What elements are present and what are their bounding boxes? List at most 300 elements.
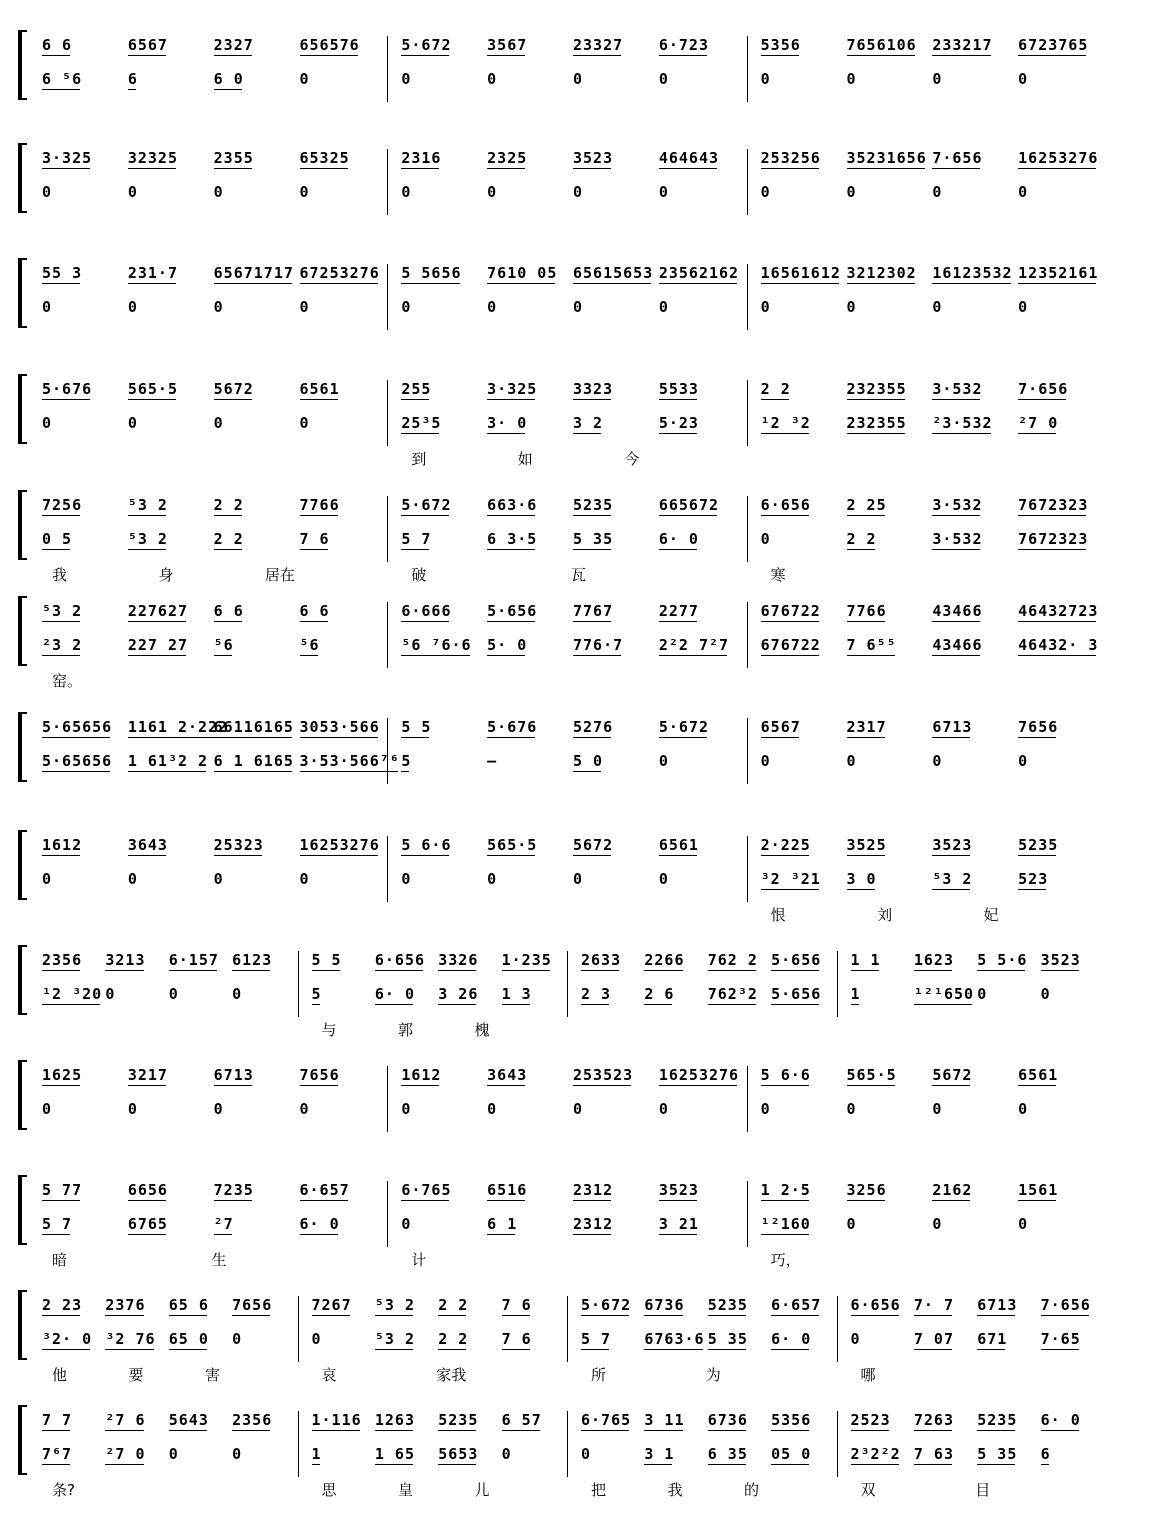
lower-voice-note-group: 6 <box>1040 1445 1051 1463</box>
upper-voice-note-group: 5·676 <box>42 380 93 398</box>
system-brace <box>18 258 27 328</box>
lower-voice-note-group: 6· 0 <box>771 1330 812 1348</box>
upper-voice-note-group: 35231656 <box>846 149 927 167</box>
score-system <box>18 490 1118 600</box>
system-brace <box>18 143 27 213</box>
lower-voice-note-group: ²3 2 <box>42 636 83 654</box>
lower-voice-note-group: 0 <box>846 1100 856 1118</box>
upper-voice-note-group: 1·116 <box>311 1411 362 1429</box>
barline <box>747 1181 748 1247</box>
upper-voice-note-group: 5235 <box>1018 836 1059 854</box>
lower-voice-note-group: 7 6 <box>501 1330 532 1348</box>
upper-voice-note-group: 5356 <box>771 1411 812 1429</box>
upper-voice-note-group: 1 2·5 <box>760 1181 811 1199</box>
lower-voice-note-group: 0 <box>1018 70 1028 88</box>
barline <box>298 1296 299 1362</box>
upper-voice-note-group: 16253276 <box>1018 149 1099 167</box>
upper-voice-note-group: 7267 <box>311 1296 352 1314</box>
barline <box>837 1411 838 1477</box>
lower-voice-note-group: 3 1 <box>644 1445 675 1463</box>
upper-voice-note-group: 25323 <box>213 836 264 854</box>
lower-voice-note-group: 0 <box>760 298 770 316</box>
system-brace <box>18 945 27 1015</box>
upper-voice-note-group: 6·656 <box>760 496 811 514</box>
upper-voice-note-group: 7· 7 <box>913 1296 954 1314</box>
lower-voice-note-group: 0 <box>932 1100 942 1118</box>
upper-voice-note-group: 16253276 <box>299 836 380 854</box>
upper-voice-note-group: 3217 <box>127 1066 168 1084</box>
lyric-character: 窑。 <box>52 672 83 690</box>
lower-voice-note-group: 1 65 <box>374 1445 415 1463</box>
upper-voice-note-group: 233217 <box>932 36 993 54</box>
lower-voice-note-group: 1 <box>311 1445 322 1463</box>
score-system <box>18 374 1118 484</box>
lower-voice-note-group: 0 <box>168 985 178 1003</box>
lower-voice-note-group: 0 <box>760 70 770 88</box>
upper-voice-note-group: 7672323 <box>1018 496 1089 514</box>
upper-voice-note-group: 5 77 <box>42 1181 83 1199</box>
barline <box>387 264 388 330</box>
upper-voice-note-group: 2633 <box>581 951 622 969</box>
lower-voice-note-group: 0 <box>213 1100 223 1118</box>
lyric-character: 把 <box>591 1481 607 1499</box>
lower-voice-note-group: 5 35 <box>977 1445 1018 1463</box>
lower-voice-note-group: ¹2 ³20 <box>42 985 103 1003</box>
lower-voice-note-group: 6· 0 <box>299 1215 340 1233</box>
barline <box>387 380 388 446</box>
lower-voice-note-group: 0 <box>213 183 223 201</box>
upper-voice-note-group: 6561 <box>1018 1066 1059 1084</box>
lower-voice-note-group: 1 3 <box>501 985 532 1003</box>
upper-voice-note-group: 6123 <box>232 951 273 969</box>
lower-voice-note-group: 6 ⁵6 <box>42 70 83 88</box>
upper-voice-note-group: 16561612 <box>760 264 841 282</box>
upper-voice-note-group: 5·65656 <box>42 718 113 736</box>
lyric-character: 为 <box>705 1366 721 1384</box>
lower-voice-note-group: 5·656 <box>771 985 822 1003</box>
upper-voice-note-group: 6·656 <box>374 951 426 969</box>
lower-voice-note-group: 0 <box>213 298 223 316</box>
upper-voice-note-group: 3567 <box>487 36 528 54</box>
upper-voice-note-group: 3326 <box>438 951 479 969</box>
lower-voice-note-group: 46432· 3 <box>1018 636 1099 654</box>
upper-voice-note-group: 5·672 <box>401 496 452 514</box>
lyric-character: 我 <box>52 566 68 584</box>
upper-voice-note-group: 1·235 <box>501 951 552 969</box>
lower-voice-note-group: 0 <box>232 1445 242 1463</box>
lower-voice-note-group: 0 <box>846 752 856 770</box>
lyric-character: 我 <box>667 1481 683 1499</box>
barline <box>747 836 748 902</box>
lyric-character: 儿 <box>474 1481 490 1499</box>
lower-voice-note-group: 0 <box>658 1100 668 1118</box>
upper-voice-note-group: 43466 <box>932 602 983 620</box>
lower-voice-note-group: 0 5 <box>42 530 73 548</box>
upper-voice-note-group: 2316 <box>401 149 442 167</box>
upper-voice-note-group: 2162 <box>932 1181 973 1199</box>
lower-voice-note-group: 0 <box>658 752 668 770</box>
lower-voice-note-group: 5 7 <box>401 530 432 548</box>
upper-voice-note-group: 2317 <box>846 718 887 736</box>
lower-voice-note-group: 0 <box>401 1215 411 1233</box>
upper-voice-note-group: 3·325 <box>42 149 93 167</box>
upper-voice-note-group: 231·7 <box>127 264 178 282</box>
lower-voice-note-group: 0 <box>487 70 497 88</box>
lower-voice-note-group: ²7 0 <box>1018 414 1059 432</box>
lower-voice-note-group: 671 <box>977 1330 1008 1348</box>
lower-voice-note-group: 0 <box>573 870 583 888</box>
lower-voice-note-group: 0 <box>850 1330 860 1348</box>
upper-voice-note-group: 23562162 <box>658 264 740 282</box>
lower-voice-note-group: 0 <box>573 1100 583 1118</box>
lower-voice-note-group: 0 <box>846 298 856 316</box>
lyric-character: 的 <box>744 1481 760 1499</box>
upper-voice-note-group: 2277 <box>658 602 699 620</box>
upper-voice-note-group: 12352161 <box>1018 264 1099 282</box>
lyric-character: 家我 <box>436 1366 467 1384</box>
upper-voice-note-group: 2356 <box>42 951 83 969</box>
lower-voice-note-group: 25³5 <box>401 414 442 432</box>
lower-voice-note-group: 0 <box>573 70 583 88</box>
upper-voice-note-group: 3323 <box>573 380 614 398</box>
lower-voice-note-group: 0 <box>932 752 942 770</box>
lower-voice-note-group: 6765 <box>127 1215 168 1233</box>
upper-voice-note-group: 5235 <box>438 1411 479 1429</box>
upper-voice-note-group: 2312 <box>573 1181 614 1199</box>
lower-voice-note-group: 0 <box>932 298 942 316</box>
lower-voice-note-group: 5· 0 <box>487 636 528 654</box>
upper-voice-note-group: 65325 <box>299 149 350 167</box>
lyric-character: 暗 <box>52 1251 68 1269</box>
upper-voice-note-group: 7 6 <box>501 1296 532 1314</box>
lyric-character: 妃 <box>983 906 999 924</box>
lower-voice-note-group: 7672323 <box>1018 530 1089 548</box>
lower-voice-note-group: ⁵6 ⁷6·6 <box>401 636 472 654</box>
upper-voice-note-group: 3523 <box>658 1181 699 1199</box>
upper-voice-note-group: 7235 <box>213 1181 254 1199</box>
lower-voice-note-group: 7·65 <box>1040 1330 1081 1348</box>
lyric-character: 巧， <box>770 1251 801 1269</box>
system-brace <box>18 1060 27 1130</box>
lower-voice-note-group: 6 <box>127 70 138 88</box>
lyric-character: 居在 <box>264 566 295 584</box>
upper-voice-note-group: 5235 <box>977 1411 1018 1429</box>
lower-voice-note-group: 6· 0 <box>374 985 415 1003</box>
lower-voice-note-group: ⁵3 2 <box>374 1330 415 1348</box>
lower-voice-note-group: 0 <box>1018 1215 1028 1233</box>
upper-voice-note-group: 1 1 <box>850 951 881 969</box>
lower-voice-note-group: 0 <box>127 183 137 201</box>
upper-voice-note-group: 46432723 <box>1018 602 1099 620</box>
upper-voice-note-group: 3·532 <box>932 496 983 514</box>
lower-voice-note-group: 676722 <box>760 636 821 654</box>
upper-voice-note-group: 3525 <box>846 836 887 854</box>
system-brace <box>18 1290 27 1360</box>
lyric-character: 今 <box>624 450 640 468</box>
upper-voice-note-group: 7·656 <box>1040 1296 1091 1314</box>
system-brace <box>18 712 27 782</box>
upper-voice-note-group: 6713 <box>213 1066 254 1084</box>
upper-voice-note-group: 7766 <box>846 602 887 620</box>
lower-voice-note-group: 0 <box>487 183 497 201</box>
lyric-character: 害 <box>205 1366 221 1384</box>
lower-voice-note-group: 0 <box>487 870 497 888</box>
lower-voice-note-group: 5 <box>311 985 322 1003</box>
lyric-character: 寒 <box>770 566 786 584</box>
lyric-character: 所 <box>591 1366 607 1384</box>
upper-voice-note-group: 6· 0 <box>1040 1411 1081 1429</box>
lower-voice-note-group: 5 <box>401 752 412 770</box>
upper-voice-note-group: 1612 <box>401 1066 442 1084</box>
upper-voice-note-group: 5·672 <box>658 718 709 736</box>
upper-voice-note-group: 7656106 <box>846 36 917 54</box>
lower-voice-note-group: 0 <box>213 870 223 888</box>
barline <box>747 264 748 330</box>
upper-voice-note-group: 5533 <box>658 380 699 398</box>
upper-voice-note-group: 6561 <box>658 836 699 854</box>
upper-voice-note-group: ⁵3 2 <box>127 496 168 514</box>
lower-voice-note-group: 0 <box>1040 985 1050 1003</box>
lower-voice-note-group: 3 2 <box>573 414 604 432</box>
lower-voice-note-group: 0 <box>581 1445 591 1463</box>
upper-voice-note-group: 663·6 <box>487 496 538 514</box>
lower-voice-note-group: 2312 <box>573 1215 614 1233</box>
barline <box>747 36 748 102</box>
lower-voice-note-group: 0 <box>1018 1100 1028 1118</box>
lower-voice-note-group: 2³2²2 <box>850 1445 901 1463</box>
lower-voice-note-group: 6 1 <box>487 1215 518 1233</box>
lower-voice-note-group: 0 <box>658 870 668 888</box>
upper-voice-note-group: 5672 <box>573 836 614 854</box>
lower-voice-note-group: 523 <box>1018 870 1049 888</box>
lower-voice-note-group: 5 7 <box>581 1330 612 1348</box>
upper-voice-note-group: 6516 <box>487 1181 528 1199</box>
lower-voice-note-group: 7 6⁵⁵ <box>846 636 897 654</box>
system-brace <box>18 374 27 444</box>
lower-voice-note-group: 0 <box>932 183 942 201</box>
barline <box>747 149 748 215</box>
score-system <box>18 1290 1118 1400</box>
upper-voice-note-group: 3643 <box>487 1066 528 1084</box>
lower-voice-note-group: — <box>487 752 497 770</box>
upper-voice-note-group: 6·765 <box>581 1411 632 1429</box>
lower-voice-note-group: 0 <box>760 183 770 201</box>
lyric-character: 要 <box>128 1366 144 1384</box>
lower-voice-note-group: 1 <box>850 985 861 1003</box>
system-brace <box>18 830 27 900</box>
lower-voice-note-group: 3 26 <box>438 985 479 1003</box>
upper-voice-note-group: 7656 <box>299 1066 340 1084</box>
upper-voice-note-group: 253256 <box>760 149 821 167</box>
lower-voice-note-group: 7 63 <box>913 1445 954 1463</box>
lower-voice-note-group: 5 35 <box>573 530 614 548</box>
score-system <box>18 258 1118 368</box>
lower-voice-note-group: 1 61³2 2 <box>127 752 209 770</box>
upper-voice-note-group: 565·5 <box>127 380 178 398</box>
barline <box>387 602 388 668</box>
upper-voice-note-group: 1263 <box>374 1411 415 1429</box>
upper-voice-note-group: 65615653 <box>573 264 654 282</box>
upper-voice-note-group: 7256 <box>42 496 83 514</box>
upper-voice-note-group: 6·656 <box>850 1296 901 1314</box>
upper-voice-note-group: 2325 <box>487 149 528 167</box>
upper-voice-note-group: 7263 <box>913 1411 954 1429</box>
upper-voice-note-group: 5235 <box>573 496 614 514</box>
lower-voice-note-group: 0 <box>658 183 668 201</box>
barline <box>387 1066 388 1132</box>
lower-voice-note-group: 43466 <box>932 636 983 654</box>
upper-voice-note-group: 6713 <box>932 718 973 736</box>
lyric-character: 生 <box>211 1251 227 1269</box>
lyric-character: 郭 <box>398 1021 414 1039</box>
upper-voice-note-group: 7767 <box>573 602 614 620</box>
upper-voice-note-group: 1612 <box>42 836 83 854</box>
upper-voice-note-group: 5·656 <box>771 951 822 969</box>
upper-voice-note-group: 67253276 <box>299 264 380 282</box>
upper-voice-note-group: 32325 <box>127 149 178 167</box>
upper-voice-note-group: 55 3 <box>42 264 83 282</box>
upper-voice-note-group: 5·672 <box>401 36 452 54</box>
system-brace <box>18 1405 27 1475</box>
lower-voice-note-group: ⁵3 2 <box>932 870 973 888</box>
upper-voice-note-group: 565·5 <box>846 1066 897 1084</box>
upper-voice-note-group: 255 <box>401 380 432 398</box>
upper-voice-note-group: 65671717 <box>213 264 294 282</box>
lower-voice-note-group: 7 6 <box>299 530 330 548</box>
lyric-character: 哀 <box>321 1366 337 1384</box>
lower-voice-note-group: 0 <box>846 1215 856 1233</box>
upper-voice-note-group: 2 2 <box>438 1296 469 1314</box>
barline <box>298 951 299 1017</box>
barline <box>567 1296 568 1362</box>
upper-voice-note-group: 3053·566 <box>299 718 380 736</box>
upper-voice-note-group: 232355 <box>846 380 907 398</box>
lower-voice-note-group: 6 3·5 <box>487 530 538 548</box>
barline <box>567 951 568 1017</box>
lower-voice-note-group: 0 <box>401 298 411 316</box>
lower-voice-note-group: 0 <box>1018 298 1028 316</box>
score-system <box>18 830 1118 940</box>
lower-voice-note-group: 2²2 7²7 <box>658 636 730 654</box>
lower-voice-note-group: ¹²160 <box>760 1215 811 1233</box>
lower-voice-note-group: 0 <box>232 985 242 1003</box>
upper-voice-note-group: 2356 <box>232 1411 273 1429</box>
lower-voice-note-group: 0 <box>299 70 309 88</box>
upper-voice-note-group: 464643 <box>658 149 720 167</box>
lower-voice-note-group: 0 <box>213 414 223 432</box>
lower-voice-note-group: 6 35 <box>707 1445 748 1463</box>
barline <box>747 718 748 784</box>
upper-voice-note-group: 2376 <box>105 1296 146 1314</box>
system-brace <box>18 490 27 560</box>
upper-voice-note-group: 3 11 <box>644 1411 685 1429</box>
upper-voice-note-group: 7610 05 <box>487 264 558 282</box>
lower-voice-note-group: 0 <box>232 1330 242 1348</box>
upper-voice-note-group: 5·656 <box>487 602 538 620</box>
lower-voice-note-group: 0 <box>127 298 137 316</box>
upper-voice-note-group: 6·657 <box>771 1296 822 1314</box>
upper-voice-note-group: 5 5656 <box>401 264 462 282</box>
barline <box>837 1296 838 1362</box>
barline <box>387 836 388 902</box>
upper-voice-note-group: 7·656 <box>1018 380 1069 398</box>
lyric-character: 皇 <box>398 1481 414 1499</box>
upper-voice-note-group: 3523 <box>1040 951 1081 969</box>
upper-voice-note-group: 6713 <box>977 1296 1018 1314</box>
lower-voice-note-group: 0 <box>1018 752 1028 770</box>
lower-voice-note-group: 3·53·566⁷⁶ <box>299 752 400 770</box>
lower-voice-note-group: 0 <box>401 183 411 201</box>
lower-voice-note-group: ¹²¹650 <box>913 985 975 1003</box>
upper-voice-note-group: 2 25 <box>846 496 887 514</box>
upper-voice-note-group: 66116165 <box>213 718 294 736</box>
lower-voice-note-group: 3·532 <box>932 530 983 548</box>
upper-voice-note-group: 7656 <box>1018 718 1059 736</box>
lower-voice-note-group: 0 <box>42 183 52 201</box>
lower-voice-note-group: ³2 76 <box>105 1330 156 1348</box>
upper-voice-note-group: 1561 <box>1018 1181 1059 1199</box>
lower-voice-note-group: ³2· 0 <box>42 1330 93 1348</box>
lower-voice-note-group: 776·7 <box>573 636 624 654</box>
lower-voice-note-group: 2 2 <box>846 530 877 548</box>
lower-voice-note-group: 0 <box>487 1100 497 1118</box>
upper-voice-note-group: 5356 <box>760 36 801 54</box>
barline <box>747 1066 748 1132</box>
upper-voice-note-group: 6 6 <box>213 602 244 620</box>
lower-voice-note-group: 0 <box>760 752 770 770</box>
upper-voice-note-group: 2 23 <box>42 1296 83 1314</box>
barline <box>747 380 748 446</box>
upper-voice-note-group: 5·672 <box>581 1296 632 1314</box>
upper-voice-note-group: 3213 <box>105 951 146 969</box>
lyric-character: 条? <box>52 1481 75 1499</box>
upper-voice-note-group: 656576 <box>299 36 360 54</box>
lower-voice-note-group: 0 <box>846 70 856 88</box>
lower-voice-note-group: 2 2 <box>213 530 244 548</box>
score-system <box>18 143 1118 253</box>
lower-voice-note-group: 6 0 <box>213 70 244 88</box>
lower-voice-note-group: 0 <box>1018 183 1028 201</box>
lower-voice-note-group: ¹2 ³2 <box>760 414 811 432</box>
lower-voice-note-group: 0 <box>105 985 115 1003</box>
lower-voice-note-group: 0 <box>299 298 309 316</box>
lower-voice-note-group: 5 7 <box>42 1215 73 1233</box>
lower-voice-note-group: 0 <box>760 1100 770 1118</box>
barline <box>837 951 838 1017</box>
lower-voice-note-group: 6· 0 <box>658 530 699 548</box>
lower-voice-note-group: 7 07 <box>913 1330 954 1348</box>
lower-voice-note-group: 5 0 <box>573 752 604 770</box>
lower-voice-note-group: 0 <box>299 414 309 432</box>
upper-voice-note-group: 6 6 <box>299 602 330 620</box>
upper-voice-note-group: 6567 <box>760 718 801 736</box>
lyric-character: 如 <box>517 450 533 468</box>
upper-voice-note-group: 3523 <box>932 836 973 854</box>
lower-voice-note-group: 0 <box>299 1100 309 1118</box>
upper-voice-note-group: 2 2 <box>760 380 791 398</box>
upper-voice-note-group: 6723765 <box>1018 36 1089 54</box>
upper-voice-note-group: 5 5 <box>311 951 342 969</box>
lower-voice-note-group: 227 27 <box>127 636 189 654</box>
lyric-character: 槐 <box>474 1021 490 1039</box>
upper-voice-note-group: 5 5 <box>401 718 432 736</box>
barline <box>387 36 388 102</box>
barline <box>567 1411 568 1477</box>
system-brace <box>18 30 27 100</box>
barline <box>747 602 748 668</box>
upper-voice-note-group: 5 5·6 <box>977 951 1028 969</box>
upper-voice-note-group: 5672 <box>932 1066 973 1084</box>
